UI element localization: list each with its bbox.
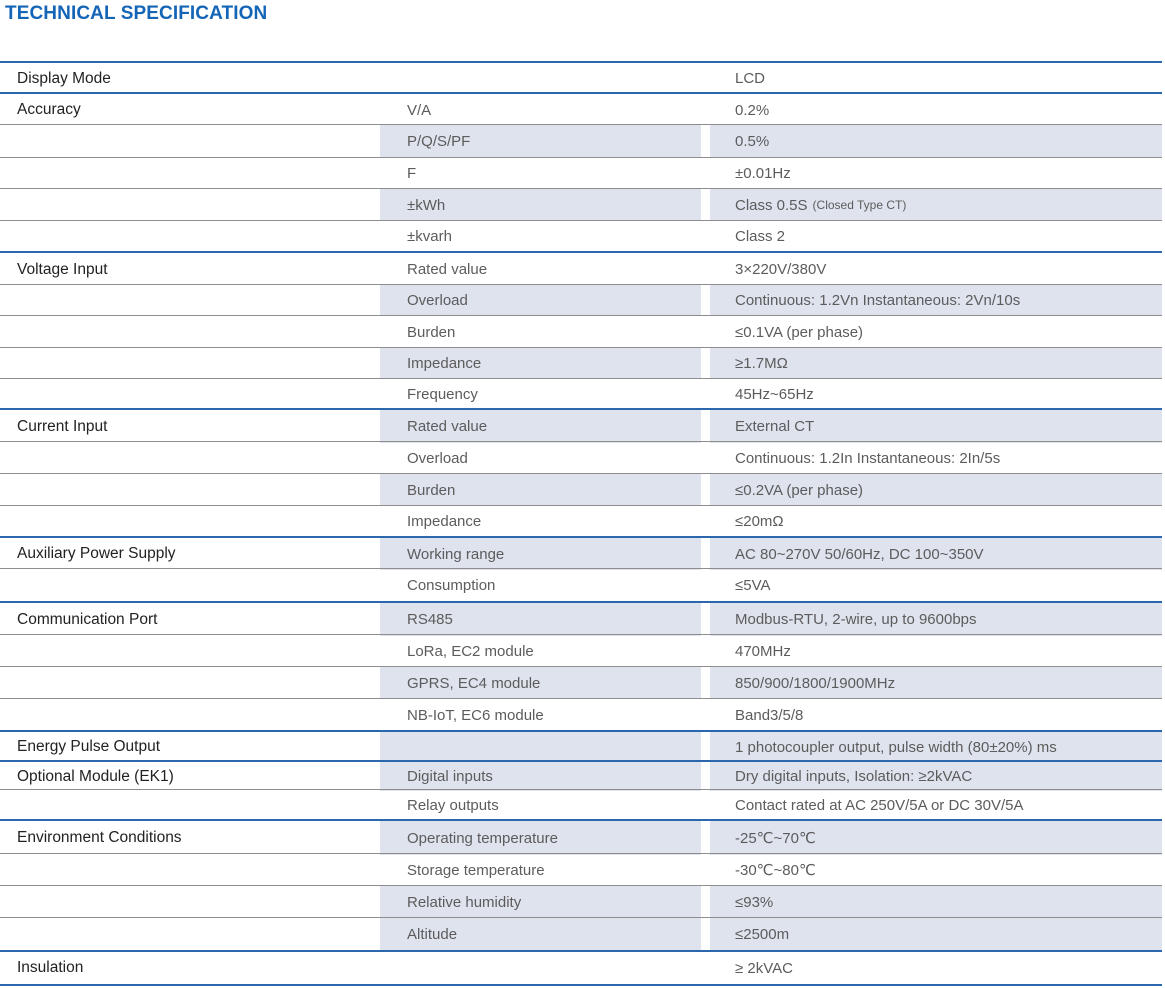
table-row xyxy=(0,473,1162,506)
value-cell xyxy=(710,474,1162,506)
section-label xyxy=(0,699,378,731)
value-text: -25℃~70℃ xyxy=(735,830,816,847)
value-cell xyxy=(710,667,1162,699)
parameter-cell: Overload xyxy=(380,285,701,316)
value-text: 1 photocoupler output, pulse width (80±20%) ms xyxy=(735,738,1057,756)
value-text: 0.2% xyxy=(735,101,770,119)
section-label xyxy=(0,125,378,158)
value-text: LCD xyxy=(735,70,766,87)
value-cell xyxy=(710,821,1162,855)
table-row xyxy=(0,819,1162,855)
parameter-cell: LoRa, EC2 module xyxy=(407,642,534,660)
value-cell xyxy=(710,506,1162,537)
section-label: Current Input xyxy=(17,417,108,435)
table-row xyxy=(0,124,1162,158)
parameter-cell xyxy=(380,952,701,984)
table-row xyxy=(0,885,1162,918)
table-row xyxy=(0,760,1162,791)
section-label xyxy=(0,221,378,252)
parameter-cell: Overload xyxy=(407,449,468,467)
value-text: 0.5% xyxy=(735,133,770,150)
section-label xyxy=(0,854,378,886)
parameter-cell: Operating temperature xyxy=(380,821,701,855)
parameter-cell: Storage temperature xyxy=(407,861,545,879)
section-label: Environment Conditions xyxy=(17,829,182,846)
section-label: Accuracy xyxy=(17,101,81,118)
value-cell xyxy=(710,538,1162,570)
parameter-cell: ±kWh xyxy=(380,189,701,221)
table-row xyxy=(0,730,1162,762)
value-cell xyxy=(710,253,1162,286)
value-cell xyxy=(710,635,1162,667)
value-text: 850/900/1800/1900MHz xyxy=(735,674,896,692)
parameter-cell: Altitude xyxy=(380,918,701,951)
table-row xyxy=(0,950,1162,986)
value-text: ≤0.2VA (per phase) xyxy=(735,481,864,499)
parameter-cell: GPRS, EC4 module xyxy=(380,667,701,699)
value-cell xyxy=(710,316,1162,348)
value-text: Class 2 xyxy=(735,228,786,245)
parameter-cell: Burden xyxy=(380,474,701,506)
table-row xyxy=(0,634,1162,667)
table-row xyxy=(0,61,1162,94)
value-text: AC 80~270V 50/60Hz, DC 100~350V xyxy=(735,545,984,563)
parameter-cell: RS485 xyxy=(380,603,701,636)
section-label: Optional Module (EK1) xyxy=(17,767,174,785)
section-label xyxy=(0,506,378,537)
value-text: 470MHz xyxy=(735,642,791,660)
parameter-cell: Relay outputs xyxy=(407,796,499,814)
value-note: (Closed Type CT) xyxy=(812,198,907,212)
value-text: ≤2500m xyxy=(735,926,790,943)
parameter-cell: Burden xyxy=(407,323,456,341)
section-label xyxy=(0,379,378,409)
table-row xyxy=(0,92,1162,126)
table-row xyxy=(0,917,1162,951)
table-row xyxy=(0,601,1162,636)
section-label: Energy Pulse Output xyxy=(17,738,161,755)
section-label xyxy=(0,158,378,189)
value-text: ≤0.1VA (per phase) xyxy=(735,323,864,341)
value-text: Band3/5/8 xyxy=(735,706,804,724)
parameter-cell xyxy=(380,63,701,94)
table-row xyxy=(0,568,1162,602)
value-cell xyxy=(710,699,1162,731)
section-label: Communication Port xyxy=(17,610,158,628)
table-row xyxy=(0,188,1162,221)
value-text: Class 0.5S xyxy=(735,196,808,214)
parameter-cell xyxy=(380,732,701,762)
value-cell xyxy=(710,732,1162,762)
table-row xyxy=(0,157,1162,189)
value-text: ≤5VA xyxy=(735,577,771,594)
parameter-cell: Digital inputs xyxy=(380,762,701,791)
section-label xyxy=(0,569,378,602)
table-row xyxy=(0,220,1162,252)
table-row xyxy=(0,347,1162,379)
value-text: Dry digital inputs, Isolation: ≥2kVAC xyxy=(735,768,973,785)
value-cell xyxy=(710,854,1162,886)
parameter-cell: P/Q/S/PF xyxy=(380,125,701,158)
section-label: Voltage Input xyxy=(17,260,108,278)
value-cell xyxy=(710,762,1162,791)
parameter-cell: NB-IoT, EC6 module xyxy=(407,706,544,724)
value-cell xyxy=(710,189,1162,221)
value-cell xyxy=(710,952,1162,984)
value-cell xyxy=(710,94,1162,126)
table-row xyxy=(0,284,1162,316)
value-text: Continuous: 1.2In Instantaneous: 2In/5s xyxy=(735,449,1001,467)
value-text: Continuous: 1.2Vn Instantaneous: 2Vn/10s xyxy=(735,292,1021,309)
section-label xyxy=(0,886,378,918)
table-row xyxy=(0,666,1162,699)
value-cell xyxy=(710,603,1162,636)
value-cell xyxy=(710,158,1162,189)
value-text: Contact rated at AC 250V/5A or DC 30V/5A xyxy=(735,796,1024,814)
value-cell xyxy=(710,410,1162,443)
section-label: Display Mode xyxy=(17,69,111,87)
table-row xyxy=(0,251,1162,286)
parameter-cell: Impedance xyxy=(380,348,701,379)
table-row xyxy=(0,378,1162,409)
parameter-cell: ±kvarh xyxy=(407,228,452,245)
table-row xyxy=(0,441,1162,474)
parameter-cell: Rated value xyxy=(380,410,701,443)
parameter-cell: Consumption xyxy=(407,577,496,594)
value-text: -30℃~80℃ xyxy=(735,862,816,879)
section-label: Auxiliary Power Supply xyxy=(17,545,176,562)
value-text: External CT xyxy=(735,418,815,435)
section-label xyxy=(0,189,378,221)
parameter-cell: Working range xyxy=(380,538,701,570)
value-cell xyxy=(710,379,1162,409)
table-row xyxy=(0,853,1162,886)
value-text: ≤20mΩ xyxy=(735,513,784,530)
page-title: TECHNICAL SPECIFICATION xyxy=(5,3,268,24)
table-row xyxy=(0,408,1162,443)
section-label xyxy=(0,918,378,951)
value-cell xyxy=(710,886,1162,918)
value-cell xyxy=(710,285,1162,316)
table-row xyxy=(0,789,1162,820)
section-label xyxy=(0,348,378,379)
section-label xyxy=(0,474,378,506)
parameter-cell: V/A xyxy=(407,101,432,119)
value-text: ≤93% xyxy=(735,893,774,911)
section-label xyxy=(0,285,378,316)
value-text: ≥1.7MΩ xyxy=(735,355,788,372)
value-cell xyxy=(710,442,1162,474)
section-label xyxy=(0,316,378,348)
section-label: Insulation xyxy=(17,959,84,976)
value-text: Modbus-RTU, 2-wire, up to 9600bps xyxy=(735,611,977,628)
value-text: ≥ 2kVAC xyxy=(735,959,793,977)
table-row xyxy=(0,536,1162,570)
value-cell xyxy=(710,125,1162,158)
table-row xyxy=(0,315,1162,348)
value-cell xyxy=(710,569,1162,602)
value-text: 45Hz~65Hz xyxy=(735,385,814,403)
parameter-cell: Impedance xyxy=(407,513,482,530)
parameter-cell: Frequency xyxy=(407,385,478,403)
table-row xyxy=(0,698,1162,731)
section-label xyxy=(0,790,378,820)
value-cell xyxy=(710,918,1162,951)
parameter-cell: F xyxy=(407,165,417,182)
table-row xyxy=(0,505,1162,537)
value-text: ±0.01Hz xyxy=(735,165,791,182)
section-label xyxy=(0,635,378,667)
value-cell xyxy=(710,790,1162,820)
parameter-cell: Relative humidity xyxy=(380,886,701,918)
value-cell xyxy=(710,221,1162,252)
section-label xyxy=(0,667,378,699)
value-text: 3×220V/380V xyxy=(735,261,827,278)
parameter-cell: Rated value xyxy=(407,261,488,278)
section-label xyxy=(0,442,378,474)
value-cell xyxy=(710,348,1162,379)
value-cell xyxy=(710,63,1162,94)
